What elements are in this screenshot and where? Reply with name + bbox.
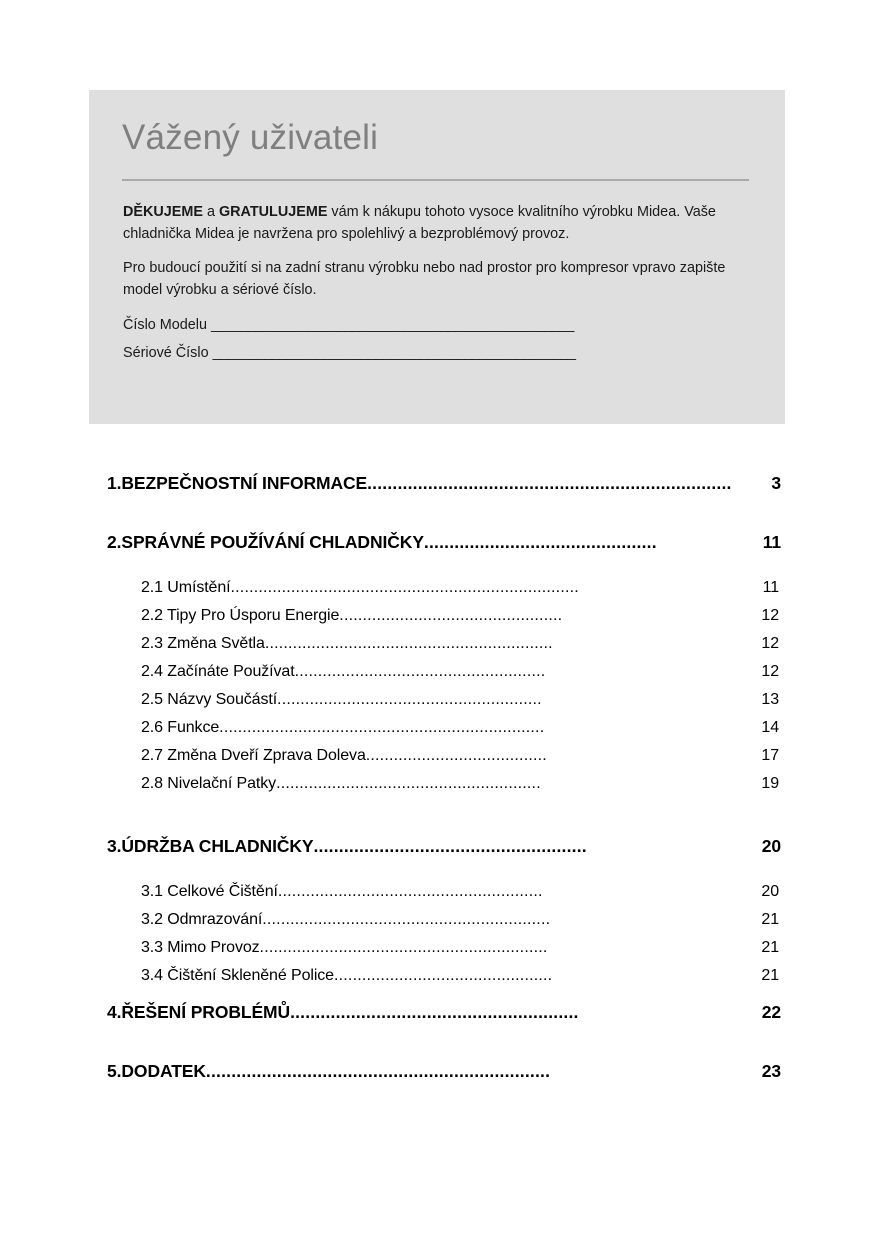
toc-leader-dots: ...................................................................... — [219, 719, 545, 736]
toc-entry-level2[interactable] — [141, 689, 779, 717]
toc-page-number: 21 — [761, 967, 779, 984]
toc-page-number: 12 — [761, 635, 779, 652]
serial-number-field-row — [123, 342, 733, 364]
toc-entry-level2[interactable] — [141, 881, 779, 909]
toc-entry-label: 2.6 Funkce — [141, 719, 220, 736]
toc-leader-dots: .............................................................. — [262, 911, 551, 928]
toc-leader-dots: ....................................... — [365, 747, 547, 764]
toc-leader-dots: ................................................ — [339, 607, 563, 624]
toc-entry-level2[interactable] — [141, 633, 779, 661]
toc-page-number: 11 — [762, 579, 779, 596]
toc-page-number: 20 — [761, 883, 779, 900]
emphasis-text: DĚKUJEME — [123, 204, 203, 220]
toc-entry-label: 2.SPRÁVNÉ POUŽÍVÁNÍ CHLADNIČKY — [107, 532, 424, 552]
toc-entry-level1[interactable] — [107, 1060, 781, 1098]
notice-paragraph — [123, 202, 733, 245]
toc-entry-label: 3.3 Mimo Provoz — [141, 939, 260, 956]
toc-page-number: 19 — [761, 775, 779, 792]
toc-leader-dots: .................................................................... — [205, 1061, 551, 1081]
toc-leader-dots: ......................................................... — [277, 691, 542, 708]
toc-spacer — [0, 510, 874, 531]
toc-page-number: 20 — [761, 836, 781, 856]
toc-entry-label: 5.DODATEK — [107, 1061, 206, 1081]
toc-entry-label: 2.8 Nivelační Patky — [141, 775, 277, 792]
toc-entry-label: 4.ŘEŠENÍ PROBLÉMŮ — [107, 1002, 291, 1022]
toc-entry-label: 2.5 Názvy Součástí — [141, 691, 278, 708]
model-number-field-row — [123, 314, 733, 336]
toc-entry-label: 3.4 Čištění Skleněné Police — [141, 967, 334, 984]
toc-page-number: 21 — [761, 939, 779, 956]
welcome-notice-panel — [89, 90, 785, 424]
serial-number-label: Sériové Číslo — [123, 345, 213, 361]
toc-entry-label: 3.1 Celkové Čištění — [141, 883, 278, 900]
toc-page-number: 23 — [761, 1061, 781, 1081]
toc-leader-dots: ......................................................... — [276, 775, 541, 792]
toc-leader-dots: ......................................................... — [290, 1002, 579, 1022]
toc-page-number: 12 — [761, 607, 779, 624]
toc-leader-dots: ............................................... — [333, 967, 553, 984]
toc-entry-level2[interactable] — [141, 909, 779, 937]
toc-entry-level2[interactable] — [141, 661, 779, 689]
toc-entry-label: 3.2 Odmrazování — [141, 911, 263, 928]
body-text: vám k nákupu tohoto vysoce kvalitního výrobku Midea. Vaše chladnička Midea je navržena pro spolehlivý a bezproblémový provoz. — [123, 204, 716, 242]
body-text: a — [202, 204, 219, 220]
toc-entry-level1[interactable] — [107, 1001, 781, 1039]
toc-entry-level2[interactable] — [141, 937, 779, 965]
toc-spacer — [0, 569, 874, 577]
toc-entry-label: 1.BEZPEČNOSTNÍ INFORMACE — [107, 473, 368, 493]
page-title: Vážený uživateli — [122, 118, 379, 157]
toc-leader-dots: ...................................................... — [313, 836, 587, 856]
toc-entry-level2[interactable] — [141, 577, 779, 605]
title-divider — [122, 179, 749, 181]
toc-entry-level2[interactable] — [141, 773, 779, 801]
model-number-label: Číslo Modelu — [123, 317, 211, 333]
notice-paragraph — [123, 258, 733, 301]
notice-body — [123, 202, 733, 370]
toc-entry-label: 2.3 Změna Světla — [141, 635, 265, 652]
emphasis-text: GRATULUJEME — [218, 204, 328, 220]
toc-entry-label: 3.ÚDRŽBA CHLADNIČKY — [107, 836, 314, 856]
toc-entry-level1[interactable] — [107, 835, 781, 873]
toc-leader-dots: ......................................................... — [277, 883, 543, 900]
serial-number-input-line[interactable]: _________________________________________________ — [212, 345, 576, 361]
toc-page-number: 13 — [761, 691, 779, 708]
toc-page-number: 22 — [761, 1002, 781, 1022]
toc-entry-label: 2.2 Tipy Pro Úsporu Energie — [141, 607, 340, 624]
table-of-contents — [0, 472, 874, 1098]
toc-entry-label: 2.7 Změna Dveří Zprava Doleva — [141, 747, 366, 764]
toc-entry-level2[interactable] — [141, 965, 779, 993]
toc-leader-dots: .............................................................. — [264, 635, 553, 652]
toc-leader-dots: .............................................. — [423, 532, 657, 552]
toc-leader-dots: ...................................................... — [294, 663, 546, 680]
toc-leader-dots: ........................................................................ — [367, 473, 732, 493]
toc-entry-level1[interactable] — [107, 472, 781, 510]
toc-page-number: 21 — [761, 911, 779, 928]
toc-leader-dots: .............................................................. — [259, 939, 548, 956]
toc-entry-level2[interactable] — [141, 605, 779, 633]
toc-spacer — [0, 993, 874, 1001]
toc-spacer — [0, 1039, 874, 1060]
toc-page-number: 14 — [761, 719, 779, 736]
toc-spacer — [0, 801, 874, 835]
toc-entry-label: 2.1 Umístění — [141, 579, 231, 596]
toc-page-number: 11 — [762, 532, 781, 552]
toc-entry-level2[interactable] — [141, 717, 779, 745]
toc-entry-level1[interactable] — [107, 531, 781, 569]
toc-page-number: 12 — [761, 663, 779, 680]
toc-entry-level2[interactable] — [141, 745, 779, 773]
body-text: Pro budoucí použití si na zadní stranu výrobku nebo nad prostor pro kompresor vpravo zapište model výrobku a sériové číslo. — [123, 260, 726, 298]
toc-entry-label: 2.4 Začínáte Používat — [141, 663, 295, 680]
model-number-input-line[interactable]: _________________________________________________ — [210, 317, 574, 333]
toc-spacer — [0, 873, 874, 881]
toc-page-number: 3 — [771, 473, 781, 493]
toc-page-number: 17 — [761, 747, 779, 764]
toc-leader-dots: ........................................................................... — [230, 579, 579, 596]
